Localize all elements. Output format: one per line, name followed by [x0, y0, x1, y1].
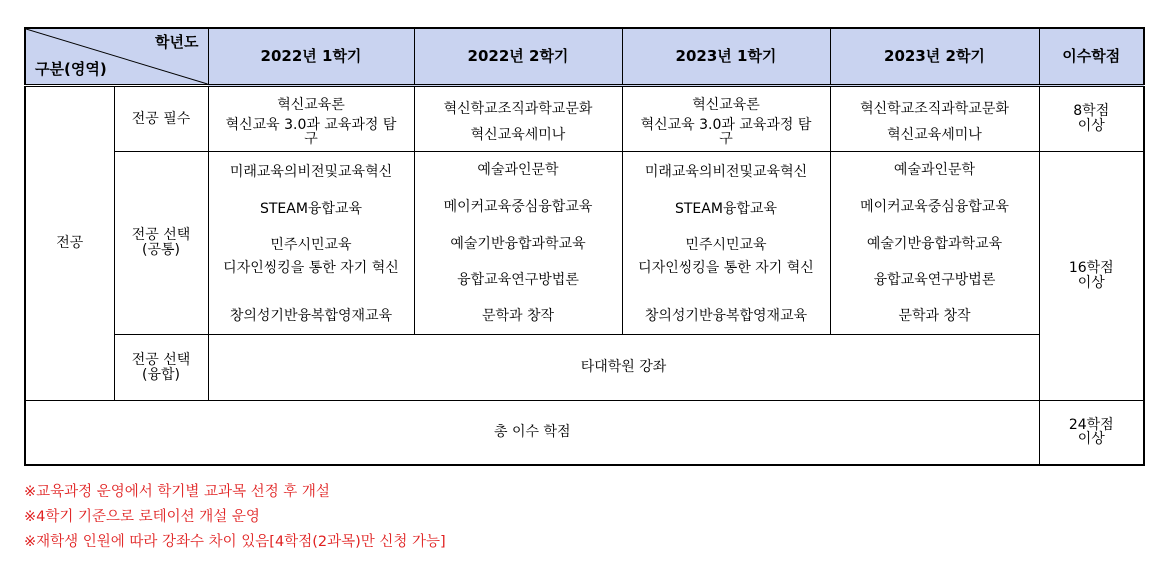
- credits-required: 8학점 이상: [1039, 86, 1144, 152]
- diag-label-year: 학년도: [155, 33, 199, 51]
- curriculum-table: [24, 27, 1145, 466]
- course-name: 미래교육의비전및교육혁신: [229, 164, 393, 180]
- course-name: 문학과 창작: [898, 308, 971, 324]
- course-name: 디자인씽킹을 통한 자기 혁신: [223, 260, 399, 276]
- course-name: 예술과인문학: [477, 162, 559, 178]
- elective-common-term-3: [622, 152, 830, 335]
- course-name: 혁신교육 3.0과 교육과정 탐구: [225, 116, 397, 147]
- row-label-elective-common: 전공 선택 (공통): [114, 152, 208, 335]
- required-term-1: [208, 86, 414, 152]
- course-name: 혁신교육론: [692, 96, 760, 113]
- course-name: 민주시민교육: [685, 237, 767, 253]
- elective-common-term-4: [830, 152, 1039, 335]
- footnote: ※교육과정 운영에서 학기별 교과목 선정 후 개설: [24, 484, 330, 500]
- row-label-required: 전공 필수: [114, 86, 208, 152]
- course-name: 디자인씽킹을 통한 자기 혁신: [638, 260, 814, 276]
- row-label-elective-fusion: 전공 선택 (융합): [114, 335, 208, 401]
- credits-elective: 16학점 이상: [1039, 152, 1144, 401]
- row-total: [25, 401, 1144, 465]
- course-name: 창의성기반융복합영재교육: [644, 308, 808, 324]
- total-credits-label: 총 이수 학점: [25, 401, 1039, 465]
- footnote: ※4학기 기준으로 로테이션 개설 운영: [24, 509, 260, 525]
- course-name: STEAM융합교육: [674, 201, 778, 217]
- course-name: 혁신교육 3.0과 교육과정 탐구: [640, 116, 812, 147]
- course-name: 혁신교육세미나: [470, 127, 566, 143]
- course-name: 예술기반융합과학교육: [866, 236, 1003, 252]
- other-grad-school-courses: 타대학원 강좌: [208, 335, 1039, 401]
- course-name: 혁신학교조직과학교문화: [860, 101, 1009, 117]
- required-term-4: [830, 86, 1039, 152]
- term-header-4: 2023년 2학기: [830, 28, 1039, 86]
- course-name: 혁신교육론: [277, 96, 345, 113]
- term-header-1: 2022년 1학기: [208, 28, 414, 86]
- credits-header: 이수학점: [1039, 28, 1144, 86]
- term-header-2: 2022년 2학기: [414, 28, 622, 86]
- diag-label-category: 구분(영역): [35, 60, 107, 79]
- diagonal-header-cell: [25, 28, 208, 86]
- course-name: 창의성기반융복합영재교육: [229, 308, 393, 324]
- course-name: 예술과인문학: [893, 162, 976, 178]
- course-name: 융합교육연구방법론: [457, 272, 579, 288]
- course-name: 융합교육연구방법론: [873, 272, 996, 288]
- footnote: ※재학생 인원에 따라 강좌수 차이 있음[4학점(2과목)만 신청 가능]: [24, 534, 446, 550]
- required-term-2: [414, 86, 622, 152]
- row-elective-fusion: [25, 335, 1144, 401]
- course-name: 민주시민교육: [270, 237, 352, 253]
- course-name: 문학과 창작: [481, 308, 555, 324]
- course-name: 혁신학교조직과학교문화: [443, 101, 593, 117]
- row-elective-common: [25, 152, 1144, 335]
- course-name: 메이커교육중심융합교육: [443, 199, 593, 215]
- row-required: [25, 86, 1144, 152]
- course-name: 예술기반융합과학교육: [450, 236, 586, 252]
- total-credits-value: 24학점 이상: [1039, 401, 1144, 465]
- course-name: 미래교육의비전및교육혁신: [644, 164, 808, 180]
- required-term-3: [622, 86, 830, 152]
- elective-common-term-2: [414, 152, 622, 335]
- course-name: 메이커교육중심융합교육: [860, 199, 1009, 215]
- area-cell: 전공: [25, 86, 114, 401]
- elective-common-term-1: [208, 152, 414, 335]
- term-header-3: 2023년 1학기: [622, 28, 830, 86]
- course-name: 혁신교육세미나: [887, 127, 982, 143]
- footnotes: [24, 480, 446, 555]
- course-name: STEAM융합교육: [259, 201, 363, 217]
